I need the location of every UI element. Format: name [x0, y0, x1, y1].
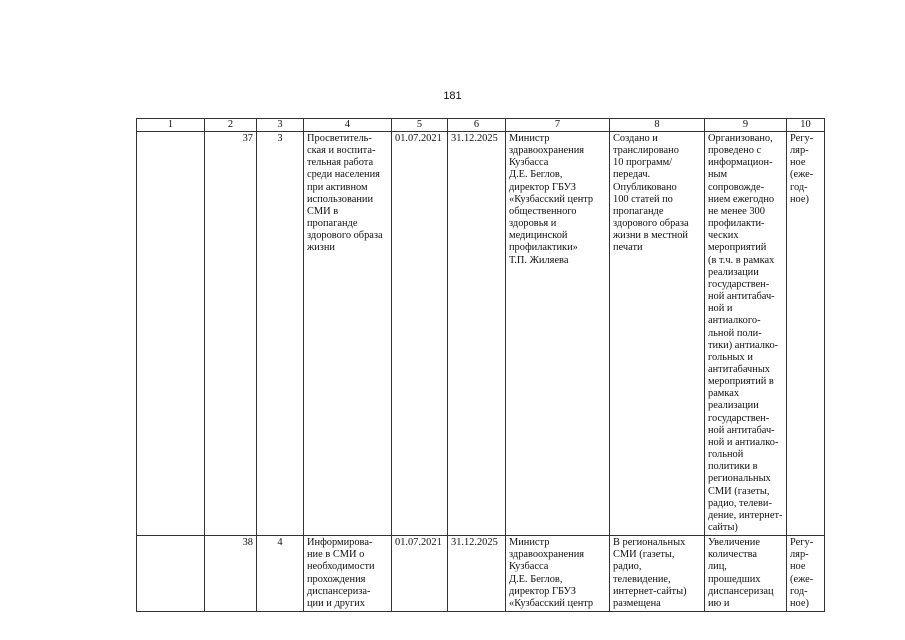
cell-result: Создано и транслировано 10 программ/ передач. Опубликовано 100 статей по пропаганде здорового образа жизни в местной печати	[610, 132, 705, 536]
cell-activity: Просветитель- ская и воспита- тельная работа среди населения при активном использовании СМИ в пропаганде здорового образа жизни	[304, 132, 392, 536]
col-header-10: 10	[787, 119, 825, 132]
cell-start-date: 01.07.2021	[392, 536, 448, 612]
cell-row-number: 38	[205, 536, 257, 612]
plan-table	[136, 118, 825, 612]
cell-responsible: Министр здравоохранения Кузбасса Д.Е. Беглов, директор ГБУЗ «Кузбасский центр общественного здоровья и медицинской профилактики» Т.П. Жиляева	[506, 132, 610, 536]
cell-item-number: 3	[257, 132, 304, 536]
col-header-8: 8	[610, 119, 705, 132]
cell-outcome: Увеличение количества лиц, прошедших диспансеризац ию и	[705, 536, 787, 612]
col-header-9: 9	[705, 119, 787, 132]
cell-item-number: 4	[257, 536, 304, 612]
cell-end-date: 31.12.2025	[448, 132, 506, 536]
col-header-3: 3	[257, 119, 304, 132]
header-row	[137, 119, 825, 132]
cell-start-date: 01.07.2021	[392, 132, 448, 536]
page-number: 181	[443, 90, 462, 102]
col-header-4: 4	[304, 119, 392, 132]
cell-col1	[137, 132, 205, 536]
col-header-5: 5	[392, 119, 448, 132]
cell-responsible: Министр здравоохранения Кузбасса Д.Е. Беглов, директор ГБУЗ «Кузбасский центр	[506, 536, 610, 612]
table-row	[137, 132, 825, 536]
col-header-2: 2	[205, 119, 257, 132]
col-header-6: 6	[448, 119, 506, 132]
cell-end-date: 31.12.2025	[448, 536, 506, 612]
col-header-7: 7	[506, 119, 610, 132]
cell-periodicity: Регу- ляр- ное (еже- год- ное)	[787, 536, 825, 612]
col-header-1: 1	[137, 119, 205, 132]
cell-periodicity: Регу- ляр- ное (еже- год- ное)	[787, 132, 825, 536]
cell-outcome: Организовано, проведено с информацион- ным сопровожде- нием ежегодно не менее 300 профилакти- ческих мероприятий (в т.ч. в рамках реализации государствен- ной антитабач- ной и антиалкого- льной поли- тики) антиалко- гольных и антитабачных мероприятий в рамках реализации государствен- ной антитабач- ной и антиалко- гольной политики в региональных СМИ (газеты, радио, телеви- дение, интернет- сайты)	[705, 132, 787, 536]
table-row	[137, 536, 825, 612]
cell-activity: Информирова- ние в СМИ о необходимости прохождения диспансериза- ции и других	[304, 536, 392, 612]
cell-col1	[137, 536, 205, 612]
cell-result: В региональных СМИ (газеты, радио, телевидение, интернет-сайты) размещена	[610, 536, 705, 612]
cell-row-number: 37	[205, 132, 257, 536]
